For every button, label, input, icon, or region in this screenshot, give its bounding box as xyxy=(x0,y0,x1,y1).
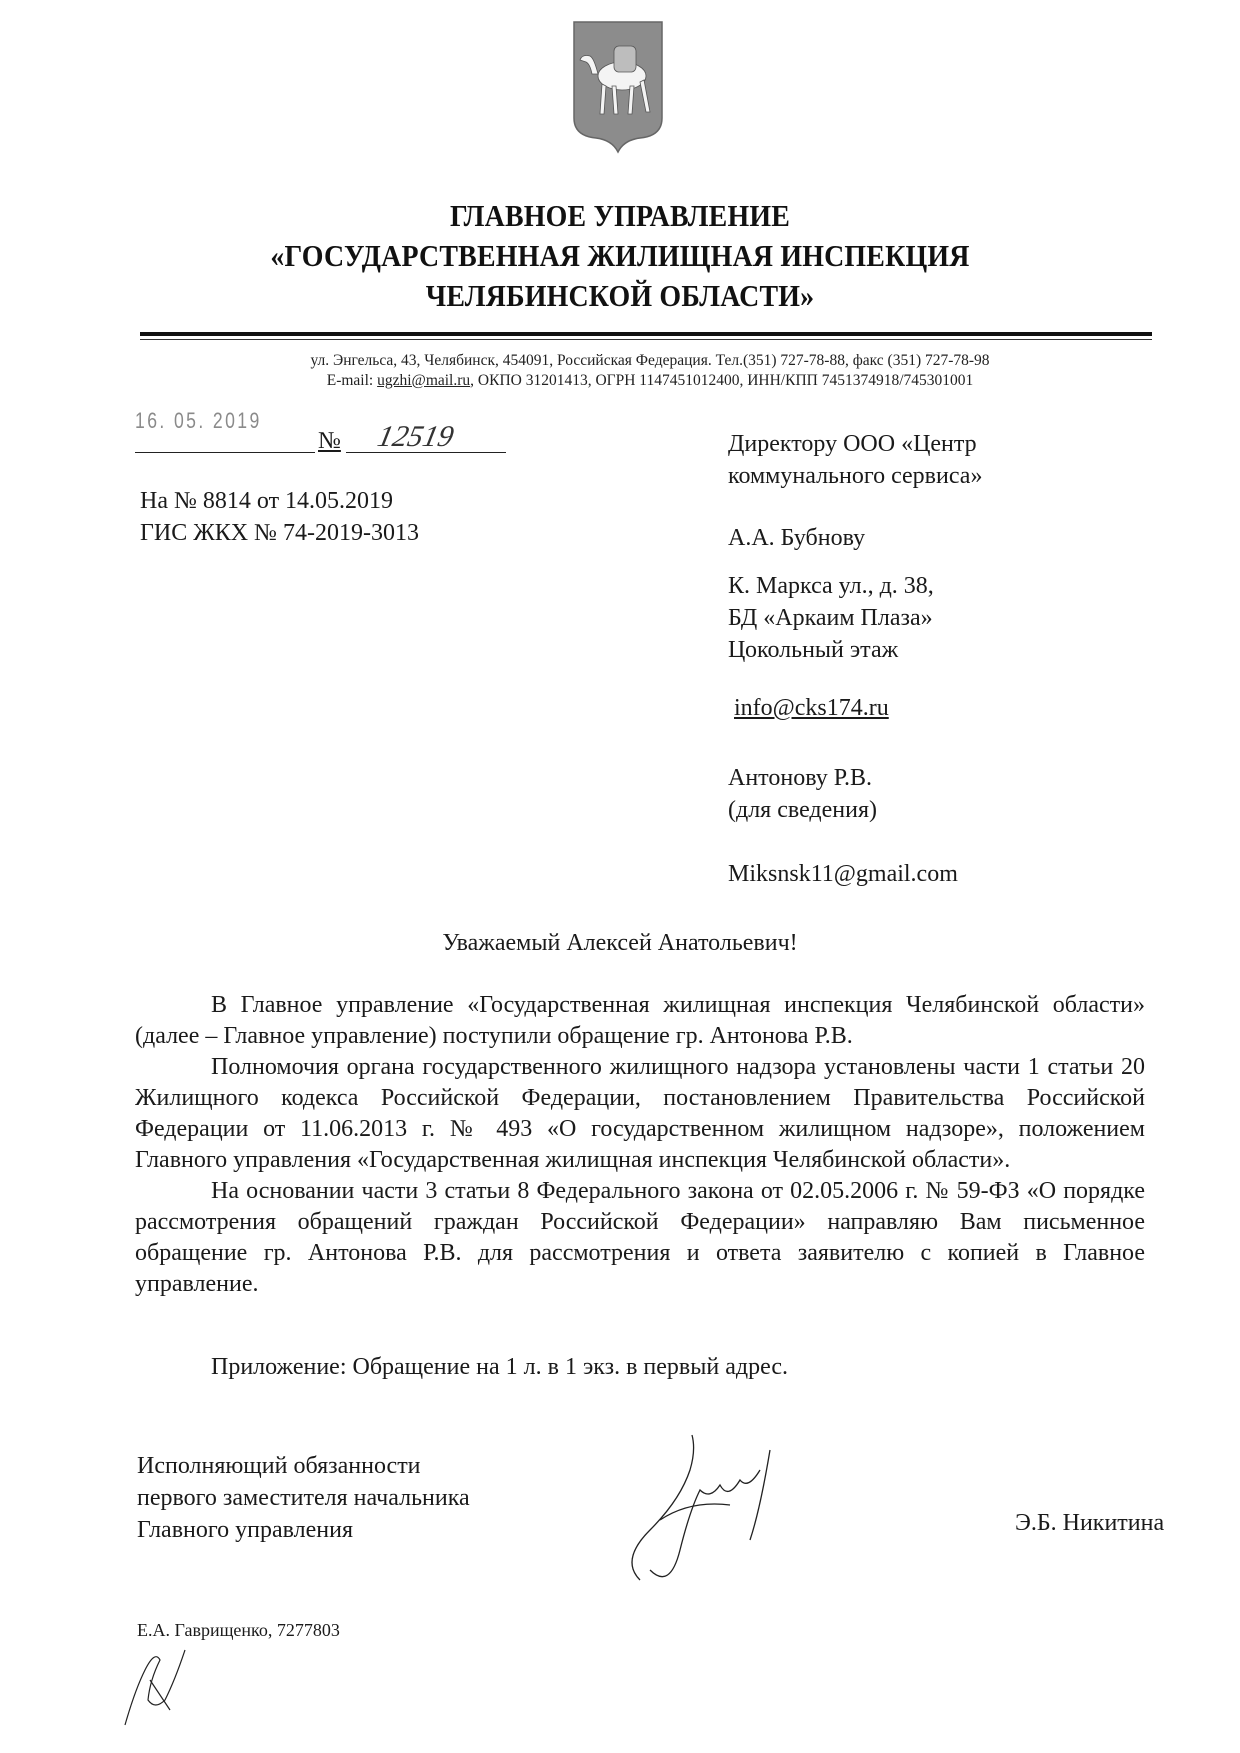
recipient-org-line-1: Директору ООО «Центр xyxy=(728,431,977,457)
number-sign: № xyxy=(318,428,341,454)
cc-recipient-note: (для сведения) xyxy=(728,797,877,823)
body-paragraph: Полномочия органа государственного жилищного надзора установлены части 1 статьи 20 Жилищного кодекса Российской Федерации, постановлением Правительства Российской Федерации от 11.06.2013 г. № 493 «О государственном жилищном надзоре», положением Главного управления «Государственная жилищная инспекция Челябинской области». xyxy=(135,1054,1145,1173)
gis-reference: ГИС ЖКХ № 74-2019-3013 xyxy=(140,520,419,546)
cc-recipient-email: Miksnsk11@gmail.com xyxy=(728,861,958,887)
date-underline xyxy=(135,452,315,453)
org-requisites-text: , ОКПО 31201413, ОГРН 1147451012400, ИНН/КПП 7451374918/745301001 xyxy=(470,372,974,389)
signer-title-line-2: первого заместителя начальника xyxy=(137,1485,470,1511)
header-divider-thin xyxy=(140,339,1152,340)
signer-title-line-3: Главного управления xyxy=(137,1517,353,1543)
signer-title-line-1: Исполняющий обязанности xyxy=(137,1453,421,1479)
handwritten-signature-icon xyxy=(620,1430,840,1600)
org-title-line-2: «ГОСУДАРСТВЕННАЯ ЖИЛИЩНАЯ ИНСПЕКЦИЯ xyxy=(270,238,970,273)
body-paragraph: На основании части 3 статьи 8 Федерального закона от 02.05.2006 г. № 59-ФЗ «О порядке рассмотрения обращений граждан Российской Федерации» направляю Вам письменное обращение гр. Антонова Р.В. для рассмотрения и ответа заявителю с копией в Главное управление. xyxy=(135,1178,1145,1297)
recipient-address-line-2: БД «Аркаим Плаза» xyxy=(728,605,933,631)
reply-reference: На № 8814 от 14.05.2019 xyxy=(140,488,394,514)
date-stamp: 16. 05. 2019 xyxy=(135,408,262,433)
header-divider-thick xyxy=(140,332,1152,336)
greeting: Уважаемый Алексей Анатольевич! xyxy=(442,930,798,956)
recipient-org-line-2: коммунального сервиса» xyxy=(728,463,983,489)
cc-recipient-name: Антонову Р.В. xyxy=(728,765,873,791)
recipient-email-link[interactable]: info@cks174.ru xyxy=(734,695,889,721)
recipient-address-line-1: К. Маркса ул., д. 38, xyxy=(728,573,934,599)
registration-number: 12519 xyxy=(374,420,457,453)
org-title-line-3: ЧЕЛЯБИНСКОЙ ОБЛАСТИ» xyxy=(425,278,815,313)
email-label: E-mail: xyxy=(326,372,378,389)
signer-name: Э.Б. Никитина xyxy=(1015,1510,1165,1536)
recipient-address-line-3: Цокольный этаж xyxy=(728,637,899,663)
recipient-organization xyxy=(728,428,982,492)
signer-title xyxy=(137,1450,470,1546)
attachment-note: Приложение: Обращение на 1 л. в 1 экз. в первый адрес. xyxy=(211,1354,788,1380)
initials-signature-icon xyxy=(120,1640,200,1730)
org-address: ул. Энгельса, 43, Челябинск, 454091, Российская Федерация. Тел.(351) 727-78-88, факс (351) 727-78-98 xyxy=(310,352,990,369)
recipient-address xyxy=(728,570,934,666)
letter-body xyxy=(135,990,1145,1300)
org-email-link[interactable]: ugzhi@mail.ru xyxy=(377,372,471,389)
executor-contact: Е.А. Гаврищенко, 7277803 xyxy=(137,1620,340,1640)
org-title-line-1: ГЛАВНОЕ УПРАВЛЕНИЕ xyxy=(449,198,791,233)
coat-of-arms-icon xyxy=(570,18,666,156)
recipient-name: А.А. Бубнову xyxy=(728,525,866,551)
cc-recipient xyxy=(728,762,877,826)
body-paragraph: В Главное управление «Государственная жилищная инспекция Челябинской области» (далее – Главное управление) поступили обращение гр. Антонова Р.В. xyxy=(135,992,1145,1049)
org-requisites xyxy=(0,372,1240,390)
